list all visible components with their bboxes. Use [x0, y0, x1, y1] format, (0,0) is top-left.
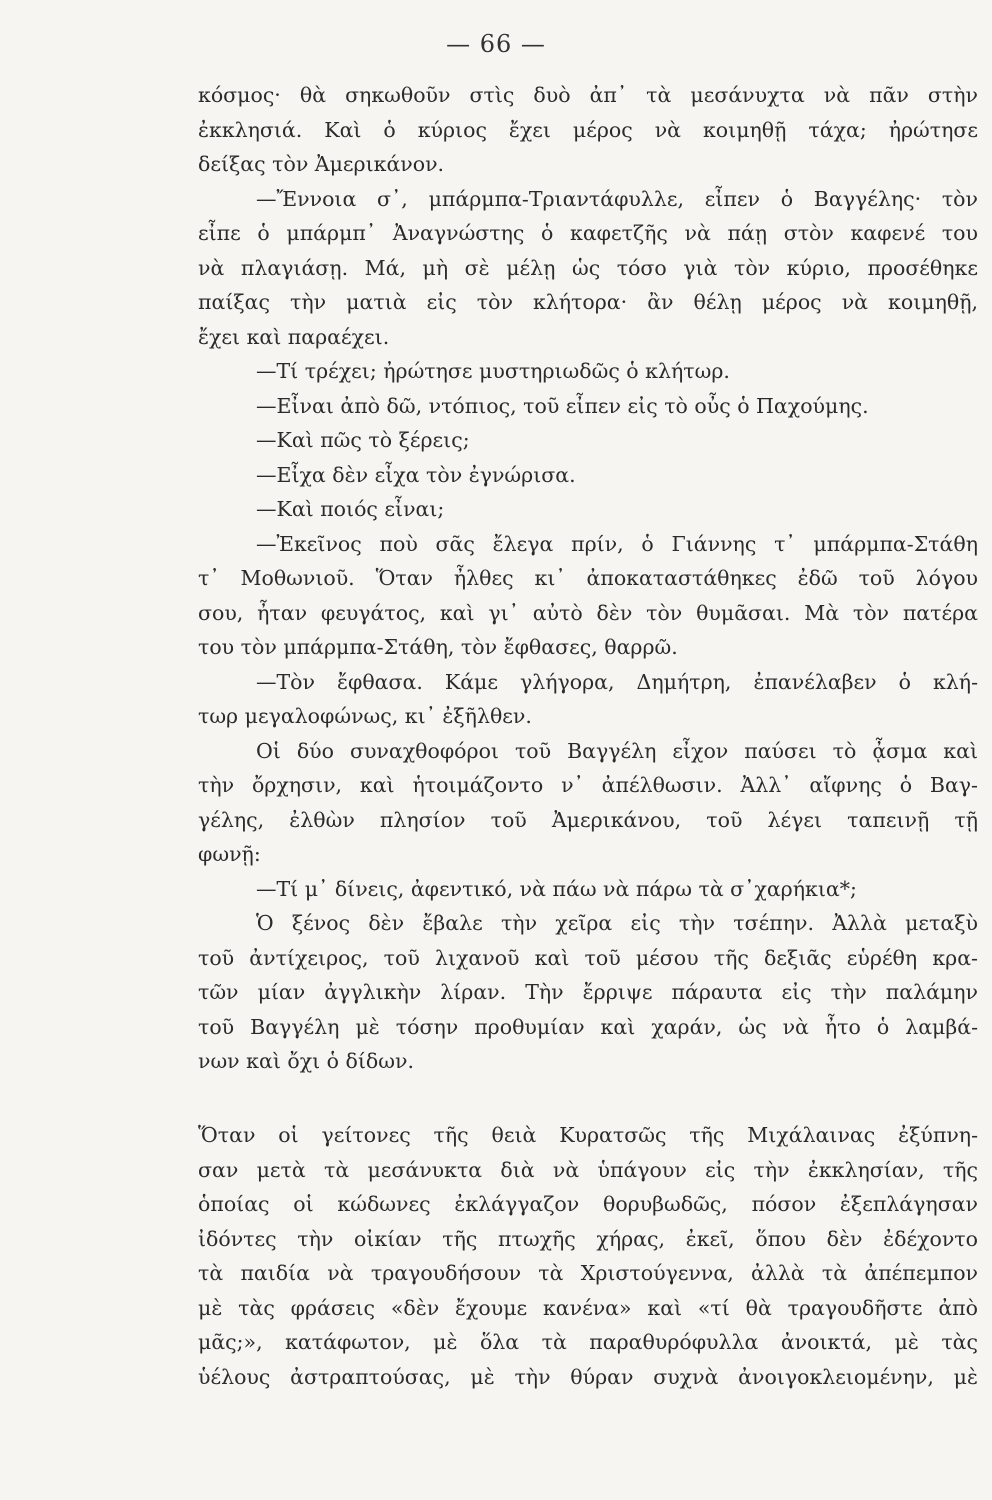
text-line: παίξας τὴν ματιὰ εἰς τὸν κλήτορα· ἂν θέλῃ μέρος νὰ κοιμηθῇ,: [198, 290, 978, 314]
text-line: τὰ παιδία νὰ τραγουδήσουν τὰ Χριστούγεννα, ἀλλὰ τὰ ἀπέπεμπον: [198, 1261, 978, 1285]
text-line: κόσμος· θὰ σηκωθοῦν στὶς δυὸ ἀπ᾽ τὰ μεσάνυχτα νὰ πᾶν στὴν: [198, 83, 978, 107]
text-section-2: [198, 1118, 978, 1394]
text-line: —Καὶ πῶς τὸ ξέρεις;: [256, 428, 470, 452]
text-line: φωνῇ:: [198, 842, 261, 866]
text-line: Ὅταν οἱ γείτονες τῆς θειὰ Κυρατσῶς τῆς Μιχάλαινας ἐξύπνη-: [198, 1123, 978, 1147]
text-line: μὲ τὰς φράσεις «δὲν ἔχουμε κανένα» καὶ «τί θὰ τραγουδῆστε ἀπὸ: [198, 1295, 978, 1320]
text-line: ὑέλους ἀστραπτούσας, μὲ τὴν θύραν συχνὰ ἀνοιγοκλειομένην, μὲ: [198, 1364, 978, 1389]
text-line: γέλης, ἐλθὼν πλησίον τοῦ Ἀμερικάνου, τοῦ λέγει ταπεινῇ τῇ: [198, 807, 978, 832]
text-line: σου, ἦταν φευγάτος, καὶ γι᾽ αὐτὸ δὲν τὸν θυμᾶσαι. Μὰ τὸν πατέρα: [198, 600, 978, 625]
text-line: —Τί τρέχει; ἠρώτησε μυστηριωδῶς ὁ κλήτωρ.: [256, 359, 730, 383]
text-line: —Ἐκεῖνος ποὺ σᾶς ἔλεγα πρίν, ὁ Γιάννης τ᾽ μπάρμπα-Στάθη: [256, 531, 978, 556]
text-line: —Εἶχα δὲν εἶχα τὸν ἐγνώρισα.: [256, 462, 576, 487]
text-line: —Ἔννοια σ᾽, μπάρμπα-Τριαντάφυλλε, εἶπεν ὁ Βαγγέλης· τὸν: [256, 186, 978, 211]
text-line: τοῦ Βαγγέλη μὲ τόσην προθυμίαν καὶ χαράν, ὡς νὰ ἦτο ὁ λαμβά-: [198, 1014, 978, 1039]
text-section-1: [198, 78, 978, 1079]
text-line: —Εἶναι ἀπὸ δῶ, ντόπιος, τοῦ εἶπεν εἰς τὸ οὖς ὁ Παχούμης.: [256, 393, 869, 418]
text-line: —Τί μ᾽ δίνεις, ἀφεντικό, νὰ πάω νὰ πάρω τὰ σ᾽χαρήκια*;: [256, 876, 857, 901]
text-line: τ᾽ Μοθωνιοῦ. Ὅταν ἦλθες κι᾽ ἀποκαταστάθηκες ἐδῶ τοῦ λόγου: [198, 566, 978, 590]
text-line: εἶπε ὁ μπάρμπ᾽ Ἀναγνώστης ὁ καφετζῆς νὰ πάῃ στὸν καφενέ του: [198, 221, 978, 245]
text-line: νὰ πλαγιάσῃ. Μά, μὴ σὲ μέλῃ ὡς τόσο γιὰ τὸν κύριο, προσέθηκε: [198, 255, 978, 280]
text-line: Οἱ δύο συναχθοφόροι τοῦ Βαγγέλη εἶχον παύσει τὸ ᾆσμα καὶ: [256, 738, 978, 763]
text-line: ἰδόντες τὴν οἰκίαν τῆς πτωχῆς χήρας, ἐκεῖ, ὅπου δὲν ἐδέχοντο: [198, 1226, 978, 1251]
text-line: τῶν μίαν ἀγγλικὴν λίραν. Τὴν ἔρριψε πάραυτα εἰς τὴν παλάμην: [198, 980, 978, 1004]
text-line: —Καὶ ποιός εἶναι;: [256, 497, 445, 521]
text-line: τοῦ ἀντίχειρος, τοῦ λιχανοῦ καὶ τοῦ μέσου τῆς δεξιᾶς εὑρέθη κρα-: [198, 945, 978, 970]
text-line: τὴν ὄρχησιν, καὶ ἡτοιμάζοντο ν᾽ ἀπέλθωσιν. Ἀλλ᾽ αἴφνης ὁ Βαγ-: [198, 773, 978, 797]
text-line: σαν μετὰ τὰ μεσάνυκτα διὰ νὰ ὑπάγουν εἰς τὴν ἐκκλησίαν, τῆς: [198, 1157, 978, 1182]
text-line: Ὁ ξένος δὲν ἔβαλε τὴν χεῖρα εἰς τὴν τσέπην. Ἀλλὰ μεταξὺ: [256, 911, 978, 935]
text-line: τωρ μεγαλοφώνως, κι᾽ ἐξῆλθεν.: [198, 704, 532, 728]
text-line: ἐκκλησιά. Καὶ ὁ κύριος ἔχει μέρος νὰ κοιμηθῇ τάχα; ἠρώτησε: [198, 117, 978, 142]
text-line: ὁποίας οἱ κώδωνες ἐκλάγγαζον θορυβωδῶς, πόσον ἐξεπλάγησαν: [198, 1192, 978, 1216]
text-line: —Τὸν ἔφθασα. Κάμε γλήγορα, Δημήτρη, ἐπανέλαβεν ὁ κλή-: [256, 669, 978, 694]
text-line: ἔχει καὶ παραέχει.: [198, 324, 390, 349]
text-line: μᾶς;», κατάφωτον, μὲ ὅλα τὰ παραθυρόφυλλα ἀνοικτά, μὲ τὰς: [198, 1330, 978, 1354]
text-line: του τὸν μπάρμπα-Στάθη, τὸν ἔφθασες, θαρρῶ.: [198, 635, 678, 659]
text-line: νων καὶ ὄχι ὁ δίδων.: [198, 1049, 414, 1073]
page-number: — 66 —: [446, 30, 546, 58]
text-line: δείξας τὸν Ἀμερικάνον.: [198, 152, 445, 176]
